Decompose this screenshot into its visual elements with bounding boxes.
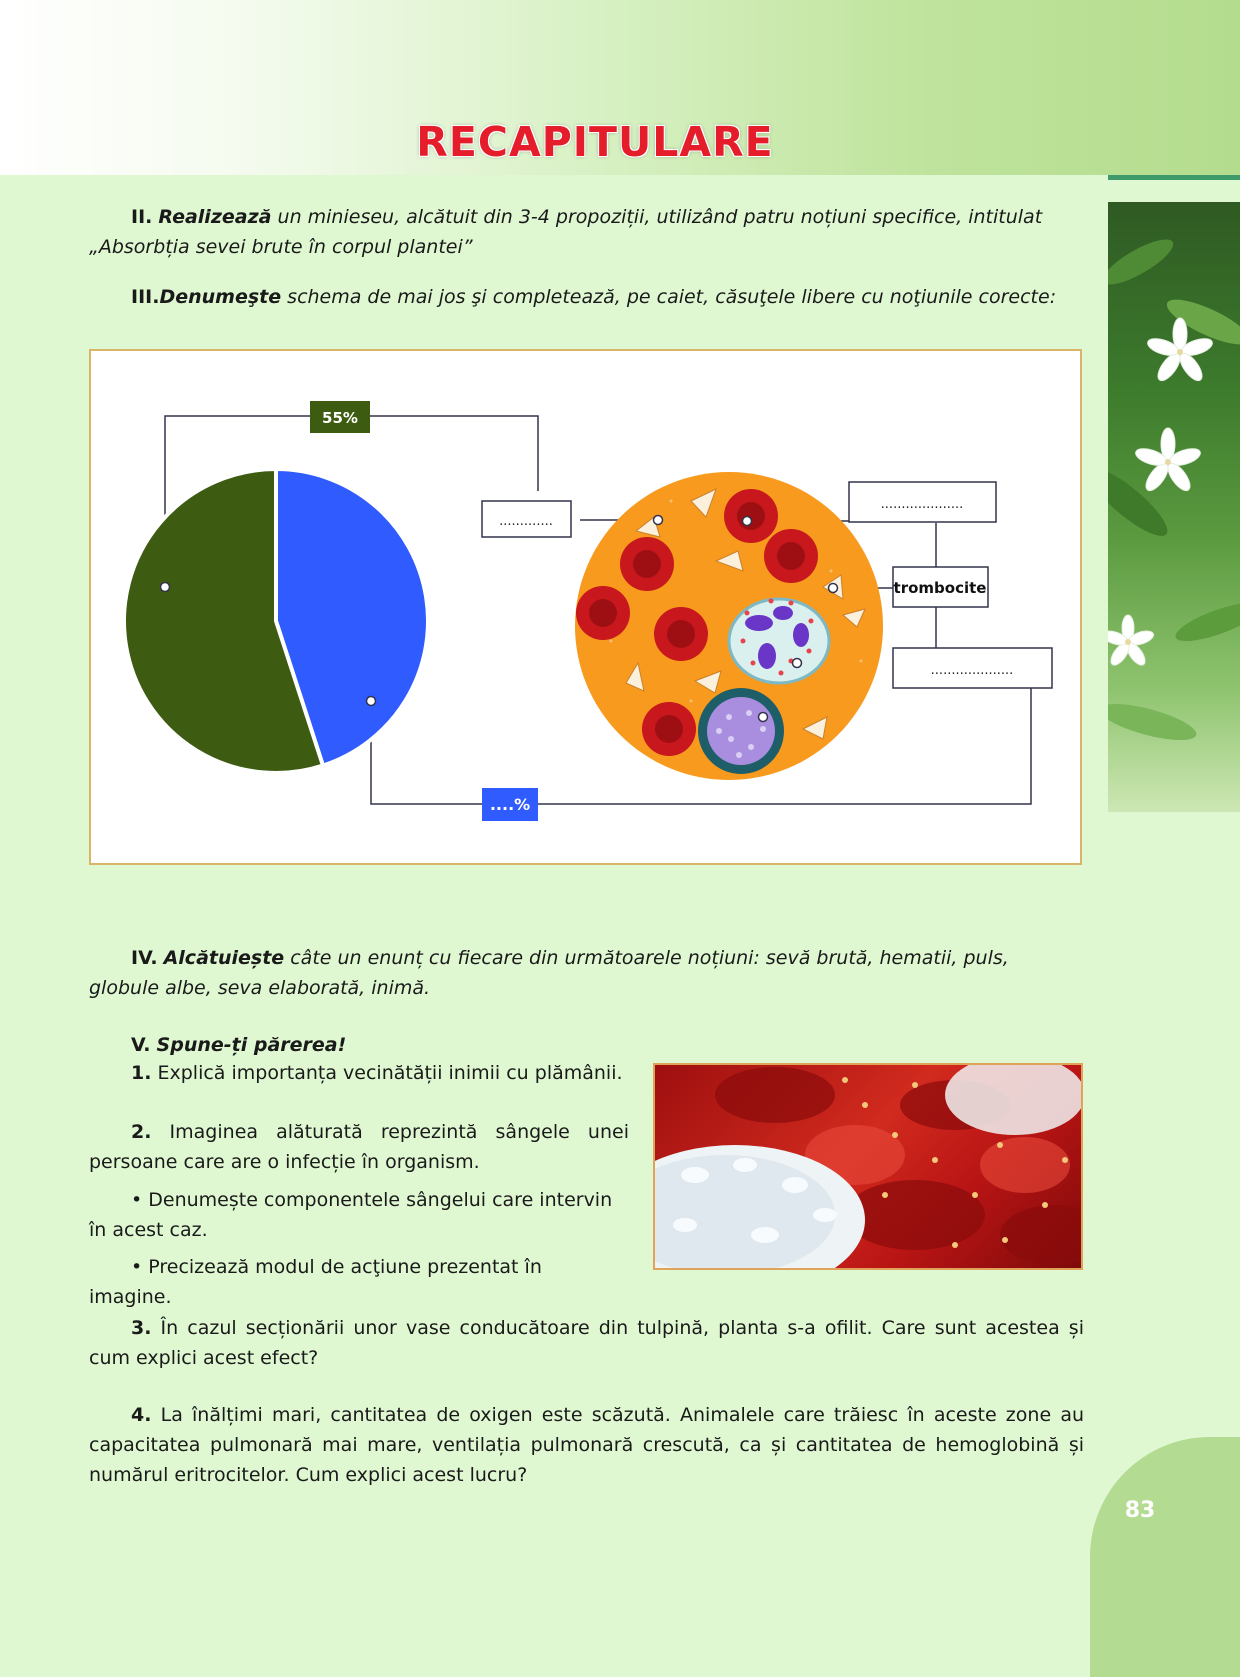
plasma-vs-cells-pie-chart xyxy=(124,469,428,773)
label-55-percent xyxy=(310,401,370,433)
neutrophil-cell xyxy=(729,599,829,684)
section-3-paragraph: III.Denumeşte schema de mai jos şi completează, pe caiet, căsuţele libere cu noţiunile corecte: xyxy=(131,286,1057,308)
question-1: 1. Explică importanța vecinătății inimii cu plămânii. xyxy=(131,1062,623,1084)
svg-text:55%: 55% xyxy=(322,409,358,427)
question-4: 4. La înălțimi mari, cantitatea de oxigen este scăzută. Animalele care trăiesc în aceste zone au capacitatea pulmonară mai mare, ventilația pulmonară crescută, ca și cantitatea de hemoglobină și numărul eritrocitelor. Cum explici acest lucru? xyxy=(89,1404,1084,1486)
lymphocyte-cell xyxy=(698,688,784,774)
question-2: 2. Imaginea alăturată reprezintă sângele unei persoane care are o infecție în organism. xyxy=(89,1121,629,1173)
box-blank-left xyxy=(482,501,571,537)
box-trombocite xyxy=(893,567,988,607)
question-2-bullet-1: • Denumește componentele sângelui care intervin în acest caz. xyxy=(89,1189,613,1241)
section-2-paragraph: II. Realizează un minieseu, alcătuit din 3-4 propoziții, utilizând patru noțiuni specifice, intitulat „Absorbția sevei brute în corpul plantei” xyxy=(89,206,1043,258)
svg-text:....................: .................... xyxy=(880,497,964,512)
infected-blood-photo xyxy=(653,1063,1083,1270)
question-2-bullet-2: • Precizează modul de acţiune prezentat în imagine. xyxy=(89,1256,542,1308)
svg-text:....%: ....% xyxy=(489,795,531,814)
svg-text:....................: .................... xyxy=(930,663,1014,678)
section-5-heading: V. Spune-ți părerea! xyxy=(131,1034,347,1056)
page-number: 83 xyxy=(1124,1498,1156,1523)
jasmine-flowers-photo xyxy=(1108,202,1240,812)
svg-text:trombocite: trombocite xyxy=(893,579,987,597)
box-blank-bottom-right xyxy=(893,648,1052,688)
page-corner-decoration xyxy=(1090,1437,1240,1677)
svg-text:.............: ............. xyxy=(499,514,553,529)
box-blank-top-right xyxy=(849,482,996,522)
blood-cells-illustration xyxy=(575,472,883,780)
header-divider xyxy=(1108,175,1240,180)
label-blank-percent xyxy=(482,788,538,821)
question-3: 3. În cazul secționării unor vase conducătoare din tulpină, planta s-a ofilit. Care sunt acestea și cum explici acest efect? xyxy=(89,1317,1084,1369)
blood-composition-diagram xyxy=(89,349,1082,865)
section-4-paragraph: IV. Alcătuiește câte un enunț cu fiecare din următoarele noțiuni: sevă brută, hematii, puls, globule albe, seva elaborată, inimă. xyxy=(89,947,1009,999)
page-title: RECAPITULARE xyxy=(416,118,774,166)
